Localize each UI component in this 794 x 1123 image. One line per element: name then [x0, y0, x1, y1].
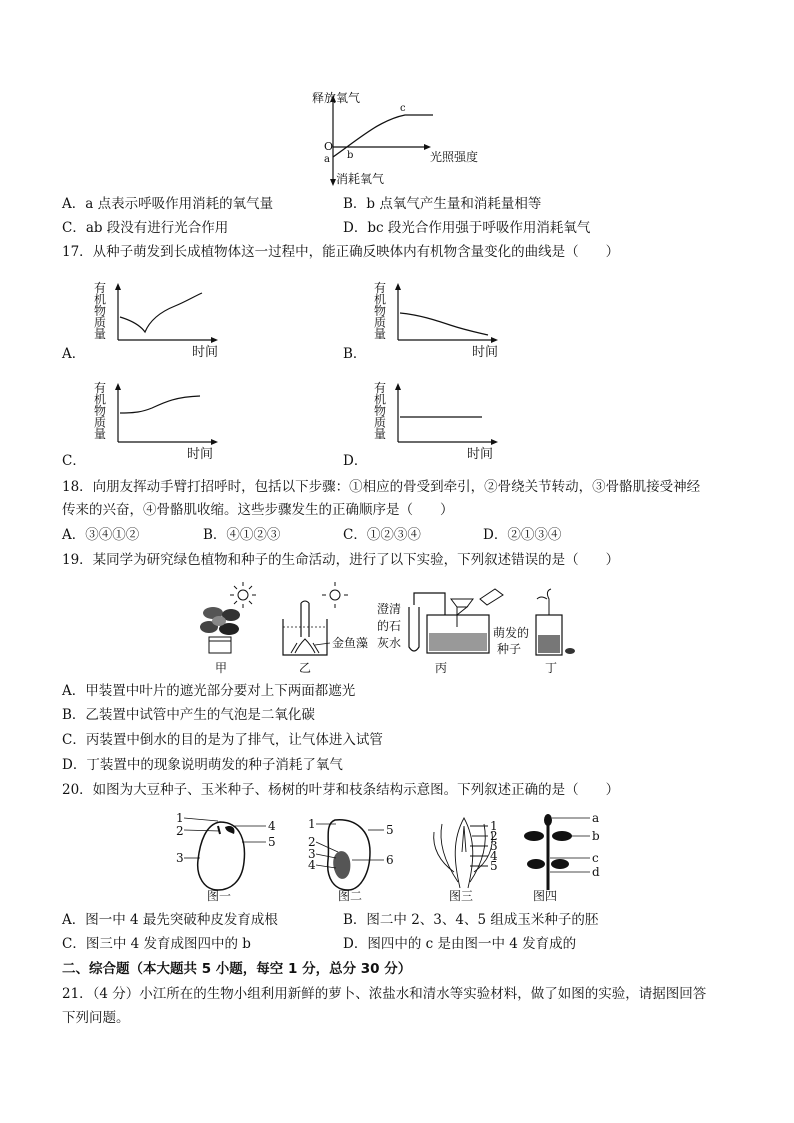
q19-label-ding: 丁	[545, 661, 558, 675]
q20-fig4-caption: 图四	[533, 889, 558, 903]
q17-ylabel-char: 物	[94, 304, 107, 318]
q20-stem: 20．如图为大豆种子、玉米种子、杨树的叶芽和枝条结构示意图。下列叙述正确的是（ ）	[62, 782, 620, 798]
q18-option-b: B．④①②③	[203, 527, 281, 543]
q17-ylabel-char: 有	[94, 381, 107, 395]
q16-origin-label: O	[324, 140, 334, 153]
q20-fig3-caption: 图三	[449, 889, 474, 903]
q17-ylabel-char: 机	[94, 392, 107, 407]
q20-fig2-num-6: 6	[386, 853, 394, 867]
q19-label-seed-1: 萌发的	[493, 626, 530, 640]
q19-label-yi: 乙	[299, 661, 312, 675]
q20-fig2-caption: 图二	[338, 889, 363, 903]
q17-option-c: C．	[62, 453, 86, 469]
q16-point-c-label: c	[400, 103, 406, 114]
q17-graph-c	[90, 380, 230, 460]
q17-ylabel-char: 物	[374, 304, 387, 318]
q17-graph-a	[90, 280, 230, 360]
q17-ylabel-char: 有	[94, 281, 107, 295]
q20-fig1-num-1: 1	[176, 811, 184, 825]
q20-fig2-num-4: 4	[308, 858, 316, 872]
q17-ylabel-char: 有	[374, 281, 387, 295]
q16-y-up-label: 释放氧气	[312, 91, 361, 105]
q17-ylabel-char: 机	[374, 392, 387, 407]
q19-label-limewater-1: 澄清	[377, 602, 402, 616]
q16-option-c: C．ab 段没有进行光合作用	[62, 220, 229, 236]
q20-option-a: A．图一中 4 最先突破种皮发育成根	[62, 912, 278, 928]
q16-point-b-label: b	[347, 150, 354, 161]
q20-fig3-num-1: 1	[490, 819, 498, 833]
q21-line1: 21．（4 分）小江所在的生物小组利用新鲜的萝卜、浓盐水和清水等实验材料，做了如图的实验，请据图回答	[62, 986, 707, 1002]
q16-x-label: 光照强度	[430, 150, 479, 164]
q17-option-b: B．	[343, 346, 367, 362]
q17-ylabel-char: 质	[94, 315, 107, 330]
q17-graph-d-xlabel: 时间	[467, 447, 494, 462]
q20-fig3-num-5: 5	[490, 859, 498, 873]
q20-corn-seed-diagram	[316, 820, 384, 890]
q16-point-a-label: a	[324, 154, 330, 165]
q19-option-d: D．丁装置中的现象说明萌发的种子消耗了氧气	[62, 757, 343, 773]
q17-graph-b	[370, 280, 510, 360]
q17-graph-d	[370, 380, 510, 460]
q20-option-d: D．图四中的 c 是由图一中 4 发育成的	[343, 936, 577, 952]
q18-option-c: C．①②③④	[343, 527, 421, 543]
q16-option-a: A．a 点表示呼吸作用消耗的氧气量	[62, 196, 274, 212]
q17-ylabel-char: 物	[94, 404, 107, 418]
q19-option-b: B．乙装置中试管中产生的气泡是二氧化碳	[62, 707, 315, 723]
q18-option-a: A．③④①②	[62, 527, 140, 543]
q17-ylabel-char: 质	[374, 415, 387, 430]
q20-fig3-num-3: 3	[490, 839, 498, 853]
q20-fig2-num-2: 2	[308, 835, 316, 849]
q20-option-b: B．图二中 2、3、4、5 组成玉米种子的胚	[343, 912, 599, 928]
q17-ylabel-char: 量	[94, 327, 107, 341]
q16-light-oxygen-graph	[300, 88, 500, 188]
q20-twig-diagram	[524, 814, 590, 890]
q20-fig3-num-4: 4	[490, 849, 498, 863]
q17-graph-a-xlabel: 时间	[192, 345, 219, 360]
q17-ylabel-char: 机	[374, 292, 387, 307]
q19-label-limewater-2: 的石	[377, 619, 402, 633]
q20-fig4-letter-c: c	[592, 851, 599, 865]
q19-seed-jar-apparatus	[536, 589, 575, 655]
q17-ylabel-char: 量	[94, 427, 107, 441]
q17-ylabel-char: 量	[374, 327, 387, 341]
q17-ylabel-char: 机	[94, 292, 107, 307]
q20-fig1-num-4: 4	[268, 819, 276, 833]
q19-stem: 19．某同学为研究绿色植物和种子的生命活动，进行了以下实验，下列叙述错误的是（ ）	[62, 552, 620, 568]
q19-label-jinyuzao: 金鱼藻	[332, 636, 369, 650]
q16-option-b: B．b 点氧气产生量和消耗量相等	[343, 196, 542, 212]
q19-label-limewater-3: 灰水	[377, 636, 402, 650]
q17-graph-c-xlabel: 时间	[187, 447, 214, 462]
q17-option-d: D．	[343, 453, 368, 469]
q16-option-d: D．bc 段光合作用强于呼吸作用消耗氧气	[343, 220, 591, 236]
q19-label-bing: 丙	[435, 661, 448, 675]
q18-stem-line1: 18．向朋友挥动手臂打招呼时，包括以下步骤：①相应的骨受到牵引，②骨绕关节转动，③骨骼肌接受神经	[62, 479, 701, 495]
q18-option-d: D．②①③④	[483, 527, 562, 543]
q19-limewater-apparatus	[409, 589, 503, 653]
section-2-heading: 二、综合题（本大题共 5 小题，每空 1 分，总分 30 分）	[62, 961, 412, 977]
q20-fig3-num-2: 2	[490, 829, 498, 843]
q20-fig1-num-2: 2	[176, 824, 184, 838]
q16-y-down-label: 消耗氧气	[336, 172, 385, 186]
q17-ylabel-char: 质	[374, 315, 387, 330]
q17-graph-b-xlabel: 时间	[472, 345, 499, 360]
q20-seed-figure	[170, 812, 630, 904]
q17-ylabel-char: 物	[374, 404, 387, 418]
q20-fig1-caption: 图一	[207, 889, 232, 903]
q19-experiment-figure	[195, 585, 575, 677]
q20-fig4-letter-a: a	[592, 811, 600, 825]
q19-option-a: A．甲装置中叶片的遮光部分要对上下两面都遮光	[62, 683, 356, 699]
q17-option-a: A．	[62, 346, 86, 362]
q20-leaf-bud-diagram	[434, 818, 493, 888]
q17-ylabel-char: 有	[374, 381, 387, 395]
q17-stem: 17．从种子萌发到长成植物体这一过程中，能正确反映体内有机物含量变化的曲线是（ ）	[62, 244, 620, 260]
q20-fig4-letter-b: b	[592, 829, 600, 843]
q21-line2: 下列问题。	[62, 1010, 130, 1026]
q19-option-c: C．丙装置中倒水的目的是为了排气，让气体进入试管	[62, 732, 383, 748]
q20-fig1-num-5: 5	[268, 835, 276, 849]
q17-ylabel-char: 质	[94, 415, 107, 430]
q20-fig4-letter-d: d	[592, 865, 600, 879]
q20-bean-seed-diagram	[184, 818, 266, 890]
q19-label-jia: 甲	[215, 661, 228, 675]
q18-stem-line2: 传来的兴奋，④骨骼肌收缩。这些步骤发生的正确顺序是（ ）	[62, 502, 454, 518]
q19-plant-apparatus	[200, 582, 256, 653]
q20-fig2-num-3: 3	[308, 847, 316, 861]
q20-option-c: C．图三中 4 发育成图四中的 b	[62, 936, 251, 952]
q17-ylabel-char: 量	[374, 427, 387, 441]
q20-fig1-num-3: 3	[176, 851, 184, 865]
q20-fig2-num-5: 5	[386, 823, 394, 837]
q19-label-seed-2: 种子	[497, 642, 522, 656]
q20-fig2-num-1: 1	[308, 817, 316, 831]
